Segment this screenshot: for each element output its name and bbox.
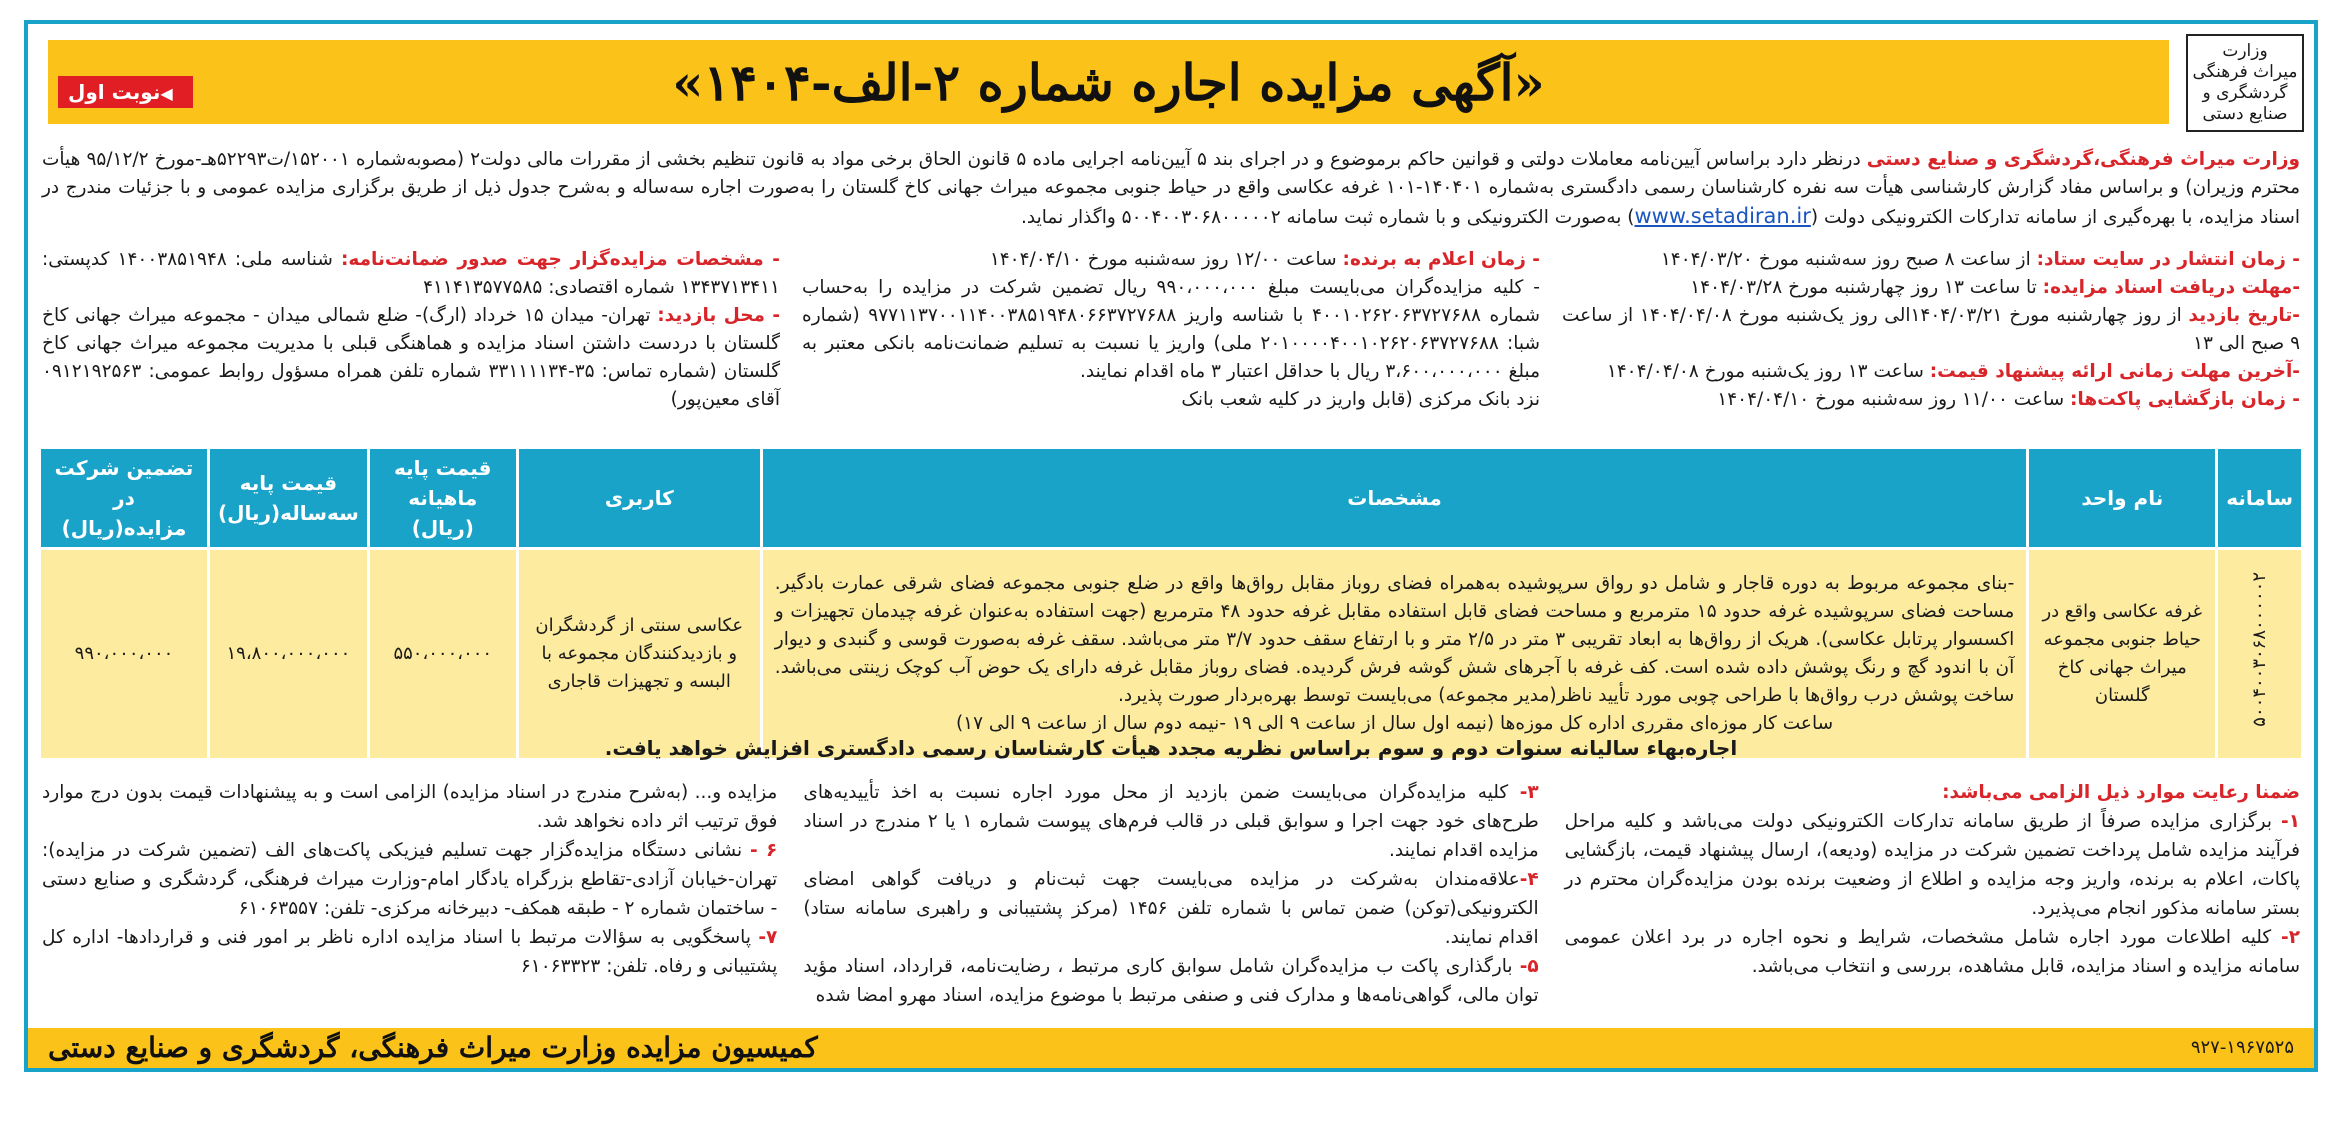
winner-key: - زمان اعلام به برنده:	[1342, 249, 1540, 270]
schedule-value: ساعت ۱۳ روز یک‌شنبه مورخ ۱۴۰۴/۰۴/۰۸	[1606, 361, 1930, 382]
condition-text: مزایده و... (به‌شرح مندرج در اسناد مزایده) الزامی است و به پیشنهادات قیمت بدون درج موارد فوق ترتیب اثر داده نخواهد شد.	[42, 782, 778, 832]
organizer-column	[42, 246, 780, 446]
auction-table	[38, 446, 2304, 761]
condition-item	[42, 923, 777, 981]
commission-title: کمیسیون مزایده وزارت میراث فرهنگی، گردشگری و صنایع دستی	[48, 1031, 818, 1064]
header-specs: مشخصات	[761, 448, 2028, 549]
round-badge	[58, 76, 193, 108]
condition-number: ۷-	[758, 927, 778, 948]
header-system: سامانه	[2217, 448, 2303, 549]
header-guarantee: تضمین شرکت در مزایده(ریال)	[40, 448, 209, 549]
condition-text: برگزاری مزایده صرفاً از طریق سامانه تدارکات الکترونیکی دولت می‌باشد و کلیه مراحل فرآیند مزایده شامل پرداخت تضمین شرکت در مزایده (ودیعه)، ارسال پیشنهاد قیمت، بازگشایی پاکات، اعلام به برنده، واریز وجه مزایده و اطلاع از وضعیت برنده بودن مزایده‌گران محترم در بستر سامانه مذکور انجام می‌پذیرد.	[1564, 811, 2300, 919]
hours-text: ساعت کار موزه‌ای مقرری اداره کل موزه‌ها (نیمه اول سال از ساعت ۹ الی ۱۹ -نیمه دوم سال از ساعت ۹ الی ۱۷)	[955, 713, 1834, 734]
schedule-key: -تاریخ بازدید	[2188, 305, 2300, 326]
conditions-column-2	[803, 778, 1538, 1028]
organizer-info	[42, 246, 780, 302]
system-code: ۵۰۰۴۰۰۳۰۶۸۰۰۰۰۰۲	[2248, 572, 2270, 727]
header	[28, 24, 2314, 144]
schedule-key: -آخرین مهلت زمانی ارائه پیشنهاد قیمت:	[1929, 361, 2300, 382]
condition-text: پاسخگویی به سؤالات مرتبط با اسناد مزایده اداره ناظر بر امور فنی و قراردادها- اداره کل پشتیبانی و رفاه. تلفن: ۶۱۰۶۳۳۲۳	[42, 927, 778, 977]
logo-line: گردشگری و صنایع دستی	[2202, 83, 2288, 125]
schedule-key: -مهلت دریافت اسناد مزایده:	[2042, 277, 2300, 298]
organization-name: وزارت میراث فرهنگی،گردشگری و صنایع دستی	[1866, 149, 2300, 170]
conditions-column-1	[1565, 778, 2300, 1028]
table-row	[40, 549, 2303, 760]
schedule-key: - زمان انتشار در سایت ستاد:	[2036, 249, 2300, 270]
condition-number: ۱-	[2281, 811, 2300, 832]
schedule-value: از ساعت ۸ صبح روز سه‌شنبه مورخ ۱۴۰۴/۰۳/۲۰	[1660, 249, 2037, 270]
cell-guarantee: ۹۹۰،۰۰۰،۰۰۰	[40, 549, 209, 760]
winner-value: ساعت ۱۲/۰۰ روز سه‌شنبه مورخ ۱۴۰۴/۰۴/۱۰	[989, 249, 1343, 270]
schedule-column	[1562, 246, 2300, 446]
notice-frame	[24, 20, 2318, 1072]
arrow-left-icon: ◀	[160, 84, 173, 103]
cell-usage: عکاسی سنتی از گردشگران و بازدیدکنندگان مجموعه با البسه و تجهیزات قاجاری	[517, 549, 761, 760]
schedule-value: از روز چهارشنبه مورخ ۱۴۰۴/۰۳/۲۱الی روز یک‌شنبه مورخ ۱۴۰۴/۰۴/۰۸ از ساعت ۹ صبح الی ۱۳	[1562, 305, 2300, 354]
intro-paragraph	[42, 146, 2300, 232]
specs-text: -بنای مجموعه مربوط به دوره قاجار و شامل دو رواق سرپوشیده به‌همراه فضای روباز مقابل رواق‌ها واقع در ضلع جنوبی مجموعه فضای شرقی عمارت بادگیر. مساحت فضای سرپوشیده غرفه حدود ۱۵ مترمربع و مساحت فضای قابل استفاده مقابل غرفه حدود ۴۸ مترمربع (جهت استفاده به‌عنوان غرفه چیدمان تجهیزات و اکسسوار پرتابل عکاسی). هریک از رواق‌ها به ابعاد تقریبی ۳ متر در ۲/۵ متر و با ارتفاع سقف حدود ۳/۷ متر می‌باشد. سقف غرفه به‌صورت قوسی و گنبدی و دیوار آن با اندود گچ و رنگ پوشش داده شده است. کف غرفه با آجرهای شش گوشه فرش گردیده. فضای روباز مقابل غرفه دارای یک حوض آب کوچک زینتی می‌باشد. ساخت پوشش درب رواق‌ها با طراحی چوبی مورد تأیید ناظر(مدیر مجموعه) می‌بایست توسط بهره‌بردار صورت پذیرد.	[774, 573, 2015, 706]
condition-item	[803, 952, 1538, 1010]
cell-unit: غرفه عکاسی واقع در حیاط جنوبی مجموعه میراث جهانی کاخ گلستان	[2028, 549, 2217, 760]
condition-text: بارگذاری پاکت ب مزایده‌گران شامل سوابق کاری مرتبط ، رضایت‌نامه، قرارداد، اسناد مؤید توان مالی، گواهی‌نامه‌ها و مدارک فنی و صنفی مرتبط با موضوع مزایده، اسناد مهرو امضا شده	[803, 956, 1539, 1006]
condition-text: کلیه مزایده‌گران می‌بایست ضمن بازدید از محل مورد اجاره نسبت به اخذ تأییدیه‌های طرح‌های خود جهت اجرا و سوابق قبلی در قالب فرم‌های پیوست شماره ۱ یا ۲ مندرج در اسناد مزایده اقدام نمایند.	[803, 782, 1539, 861]
schedule-item	[1562, 358, 2300, 386]
schedule-value: تا ساعت ۱۳ روز چهارشنبه مورخ ۱۴۰۴/۰۳/۲۸	[1690, 277, 2043, 298]
condition-text: علاقه‌مندان به‌شرکت در مزایده می‌بایست جهت ثبت‌نام و دریافت گواهی امضای الکترونیکی(توکن) ضمن تماس با شماره تلفن ۱۴۵۶ (مرکز پشتیبانی و راهبری سامانه ستاد) اقدام نمایند.	[803, 869, 1539, 948]
condition-item	[1565, 807, 2300, 923]
organizer-value: شناسه ملی: ۱۴۰۰۳۸۵۱۹۴۸ کدپستی: ۱۳۴۳۷۱۳۴۱۱ شماره اقتصادی: ۴۱۱۴۱۳۵۷۷۵۸۵	[42, 249, 780, 298]
header-monthly: قیمت پایه ماهیانه (ریال)	[368, 448, 517, 549]
condition-number: ۳-	[1519, 782, 1539, 803]
condition-item	[1565, 923, 2300, 981]
header-usage: کاربری	[517, 448, 761, 549]
schedule-item	[1562, 246, 2300, 274]
conditions-column-3	[42, 778, 777, 1028]
intro-text-2: ) به‌صورت الکترونیکی و با شماره ثبت سامانه ۵۰۰۴۰۰۳۰۶۸۰۰۰۰۰۲ واگذار نماید.	[1021, 207, 1635, 228]
page-title: «آگهی مزایده اجاره شماره ۲-الف-۱۴۰۴»	[672, 52, 1545, 112]
header-unit: نام واحد	[2028, 448, 2217, 549]
cell-system	[2217, 549, 2303, 760]
cell-specs	[761, 549, 2028, 760]
condition-text: کلیه اطلاعات مورد اجاره شامل مشخصات، شرایط و نحوه اجاره در برد اعلان عمومی سامانه مزایده و اسناد مزایده، قابل مشاهده، بررسی و انتخاب می‌باشد.	[1564, 927, 2300, 977]
condition-item	[803, 778, 1538, 865]
schedule-value: ساعت ۱۱/۰۰ روز سه‌شنبه مورخ ۱۴۰۴/۰۴/۱۰	[1717, 389, 2070, 410]
setadiran-link[interactable]: www.setadiran.ir	[1634, 204, 1811, 228]
condition-text: نشانی دستگاه مزایده‌گزار جهت تسلیم فیزیکی پاکت‌های الف (تضمین شرکت در مزایده): تهران-خیابان آزادی-تقاطع بزرگراه یادگار امام-وزارت میراث فرهنگی، گردشگری و صنایع دستی - ساختمان شماره ۲ - طبقه همکف- دبیرخانه مرکزی- تلفن: ۶۱۰۶۳۵۵۷	[42, 840, 778, 919]
table-header-row	[40, 448, 2303, 549]
info-section	[42, 246, 2300, 446]
visit-value: تهران- میدان ۱۵ خرداد (ارگ)- ضلع شمالی میدان - مجموعه میراث جهانی کاخ گلستان با دردست داشتن اسناد مزایده و هماهنگی قبلی با مدیریت مجموعه میراث جهانی کاخ گلستان (شماره تماس: ۳۵-۳۳۱۱۱۱۳۴ شماره تلفن همراه مسؤول روابط عمومی: ۰۹۱۲۱۹۲۵۶۳ آقای معین‌پور)	[42, 305, 781, 410]
logo-line: میراث فرهنگی	[2192, 61, 2298, 82]
header-annual: قیمت پایه سه‌ساله(ریال)	[209, 448, 369, 549]
round-badge-label: نوبت اول	[68, 80, 161, 104]
cell-annual: ۱۹،۸۰۰،۰۰۰،۰۰۰	[209, 549, 369, 760]
organizer-key: - مشخصات مزایده‌گزار جهت صدور ضمانت‌نامه:	[340, 249, 780, 270]
schedule-item	[1562, 274, 2300, 302]
condition-number: ۵-	[1519, 956, 1539, 977]
cell-monthly: ۵۵۰،۰۰۰،۰۰۰	[368, 549, 517, 760]
condition-number: ۶ -	[750, 840, 778, 861]
schedule-key: - زمان بازگشایی پاکت‌ها:	[2070, 389, 2300, 410]
guarantee-text: - کلیه مزایده‌گران می‌بایست مبلغ ۹۹۰،۰۰۰،۰۰۰ ریال تضمین شرکت در مزایده را به‌حساب شماره ۴۰۰۱۰۲۶۲۰۶۳۷۲۷۶۸۸ با شناسه واریز ۹۷۷۱۱۳۷۰۰۱۱۴۰۰۳۸۵۱۹۴۸۰۶۶۳۷۲۷۶۸۸ (شماره شبا: ۲۰۱۰۰۰۰۴۰۰۱۰۲۶۲۰۶۳۷۲۷۶۸۸ ملی) واریز یا نسبت به تسلیم ضمانت‌نامه بانکی معتبر به مبلغ ۳،۶۰۰،۰۰۰،۰۰۰ ریال با حداقل اعتبار ۳ ماه اقدام نمایند.	[802, 277, 1540, 382]
condition-item	[42, 836, 777, 923]
conditions-section	[42, 778, 2300, 1028]
visit-location	[42, 302, 780, 414]
conditions-heading: ضمنا رعایت موارد ذیل الزامی می‌باشد:	[1942, 782, 2300, 803]
intro-text-1: درنظر دارد براساس آیین‌نامه معاملات دولتی و قوانین حاکم برموضوع و در اجرای بند ۵ آیین‌نامه اجرایی ماده ۵ قانون الحاق برخی مواد به قانون تنظیم بخشی از مقررات مالی دولت۲ (مصوبه‌شماره ۱۵۲۰۰۱/ت۵۲۲۹۳هـ-مورخ ۹۵/۱۲/۲ هیأت محترم وزیران) و براساس مفاد گزارش کارشناسی هیأت سه نفره کارشناسان رسمی دادگستری به‌شماره ۱۴۰۴۰۱-۱۰۱ غرفه عکاسی واقع در حیاط جنوبی مجموعه میراث جهانی کاخ گلستان را به‌صورت اجاره سه‌ساله و به‌شرح جدول ذیل از طریق برگزاری مزایده عمومی و با جزئیات مندرج در اسناد مزایده، با بهره‌گیری از سامانه تدارکات الکترونیکی دولت (	[42, 149, 2300, 228]
footer-bar	[28, 1028, 2314, 1068]
condition-item	[42, 778, 777, 836]
logo-line: وزارت	[2222, 40, 2268, 61]
schedule-item	[1562, 302, 2300, 358]
ministry-logo	[2186, 34, 2304, 132]
schedule-item	[1562, 386, 2300, 414]
condition-item	[803, 865, 1538, 952]
bank-note: نزد بانک مرکزی (قابل واریز در کلیه شعب بانک	[1181, 389, 1540, 410]
rent-note: اجاره‌بهاء سالیانه سنوات دوم و سوم براساس نظریه مجدد هیأت کارشناسان رسمی دادگستری افزایش خواهد یافت.	[604, 736, 1738, 760]
title-bar	[48, 40, 2169, 124]
winner-column	[802, 246, 1540, 446]
visit-key: - محل بازدید:	[657, 305, 781, 326]
condition-number: ۲-	[2281, 927, 2300, 948]
winner-announce	[802, 246, 1540, 274]
ad-code: ۹۲۷-۱۹۶۷۵۲۵	[2190, 1037, 2294, 1058]
condition-number: ۴-	[1519, 869, 1539, 890]
